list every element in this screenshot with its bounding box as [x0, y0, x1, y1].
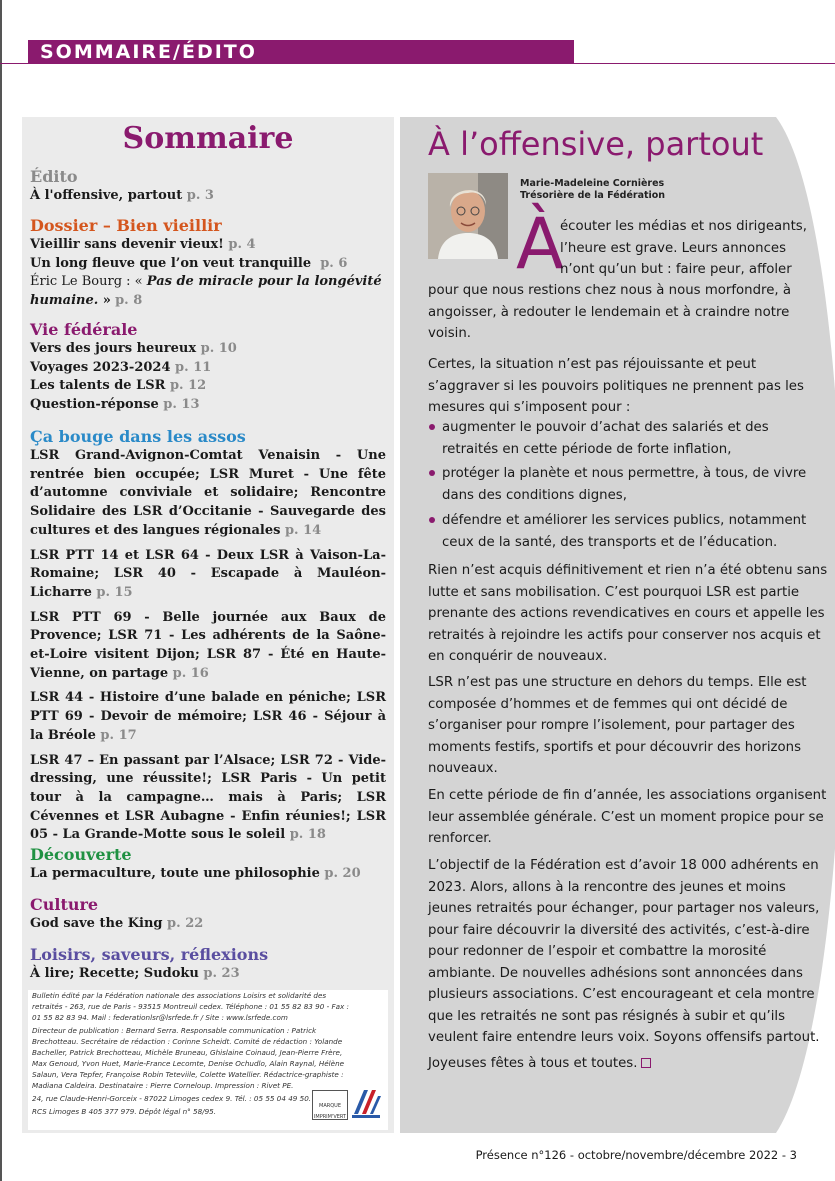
bullet-item	[428, 510, 828, 553]
page-left-rule	[0, 0, 2, 1181]
end-mark-icon	[641, 1058, 651, 1068]
toc-page-number: p. 16	[172, 665, 209, 681]
toc-page-number: p. 6	[320, 255, 348, 271]
toc-entry-text: LSR PTT 14 et LSR 64 - Deux LSR à Vaison-La-Romaine; LSR 40 - Escapade à Mauléon-Licharre	[30, 547, 386, 600]
bullet-text: protéger la planète et nous permettre, à tous, de vivre dans des conditions dignes,	[442, 466, 807, 503]
toc-page-number: p. 11	[175, 359, 212, 375]
toc-entry[interactable]	[30, 396, 386, 415]
toc-section-vie-federale	[30, 320, 386, 415]
toc-entry-text: Vers des jours heureux	[30, 341, 197, 356]
edito-closing	[428, 1053, 828, 1075]
toc-page-number: p. 3	[186, 188, 214, 203]
bullet-item	[428, 463, 828, 506]
closing-text: Joyeuses fêtes à tous et toutes.	[428, 1056, 638, 1071]
credits-paragraph: 24, rue Claude-Henri-Gorceix - 87022 Limoges cedex 9. Tél. : 05 55 04 49 50.	[32, 1094, 312, 1103]
toc-entry[interactable]	[30, 865, 386, 884]
toc-entry[interactable]	[30, 915, 386, 934]
intro-rest: pour que nous restions chez nous à nous morfondre, à angoisser, à redouter le lendemain et à craindre notre voisin.	[428, 283, 792, 341]
toc-section-edito	[30, 167, 386, 206]
paragraph-text: LSR n’est pas une structure en dehors du temps. Elle est composée d’hommes et de femmes qui ont décidé de s’organiser pour rompre l’isolement, pour partager des moments festifs, sportifs et pour découvrir des horizons nouveaux.	[428, 675, 807, 776]
section-header-title: SOMMAIRE/ÉDITO	[40, 41, 257, 63]
toc-entry-text: À l'offensive, partout	[30, 188, 183, 203]
toc-page-number: p. 4	[228, 237, 256, 252]
toc-entry[interactable]	[30, 447, 386, 541]
toc-entry[interactable]	[30, 689, 386, 745]
toc-section-loisirs	[30, 945, 386, 984]
credits-paragraph: Bulletin édité par la Fédération nationale des associations Loisirs et solidarité des retraités - 263, rue de Paris - 93515 Montreuil cedex. Téléphone : 01 55 82 83 90 - Fax : 01 55 82 83 94. Mail : federationlsr@lsrfede.fr / Site : www.lsrfede.com	[32, 991, 349, 1022]
edito-panel	[400, 117, 835, 1133]
toc-entry-text: LSR 47 – En passant par l’Alsace; LSR 72 - Vide-dressing, une réussite!; LSR Paris - Un petit tour à la campagne… mais à Paris; LSR Cévennes et LSR Aubagne - Enfin réunies!; LSR 05 - La Grande-Motte sous le soleil	[30, 752, 386, 843]
toc-entry[interactable]	[30, 236, 386, 255]
toc-entry[interactable]	[30, 609, 386, 684]
toc-section-title: Culture	[30, 895, 99, 914]
intro-line: n’ont qu’un but : faire peur, affoler	[560, 262, 792, 277]
bullet-item	[428, 417, 828, 460]
toc-entry[interactable]	[30, 752, 386, 846]
paragraph-text: Rien n’est acquis définitivement et rien n’a été obtenu sans lutte et sans mobilisation. C’est pourquoi LSR est partie prenante des actions revendicatives en cours et appelle les retraités à rejoindre les actifs pour conserver nos acquis et en conquérir de nouveaux.	[428, 563, 828, 664]
toc-entry-text: Les talents de LSR	[30, 378, 166, 394]
toc-page-number: p. 8	[115, 293, 143, 309]
toc-entry[interactable]	[30, 547, 386, 603]
intro-line: l’heure est grave. Leurs annonces	[560, 240, 787, 256]
toc-section-title: Dossier – Bien vieillir	[30, 216, 222, 235]
author-role: Trésorière de la Fédération	[520, 190, 666, 201]
toc-entry[interactable]	[30, 359, 386, 378]
toc-section-title: Découverte	[30, 845, 132, 864]
edito-paragraph-3	[428, 560, 828, 668]
edito-paragraph-4	[428, 672, 828, 780]
toc-entry-text: À lire; Recette; Sudoku	[30, 966, 199, 981]
intro-lines	[560, 216, 828, 281]
toc-entry[interactable]	[30, 187, 386, 206]
imprim-vert-logo-label: MARQUE IMPRIM'VERT	[313, 1103, 347, 1120]
toc-entry-text: God save the King	[30, 916, 163, 931]
toc-entry[interactable]	[30, 273, 386, 310]
toc-page-number: p. 10	[200, 341, 237, 356]
bullet-text: augmenter le pouvoir d’achat des salariés et des retraités en cette période de forte inflation,	[442, 420, 769, 457]
bullet-dot	[429, 424, 435, 430]
intro-line: écouter les médias et nos dirigeants,	[560, 219, 807, 234]
toc-section-ca-bouge	[30, 427, 386, 845]
toc-page-number: p. 18	[289, 827, 326, 843]
imprim-vert-logo	[312, 1090, 348, 1120]
page-footer: Présence n°126 - octobre/novembre/décembre 2022 - 3	[475, 1148, 797, 1162]
author-block	[520, 178, 665, 202]
toc-entry-quote: Pas de miracle pour la longévité humaine.	[30, 274, 382, 309]
edito-paragraph-6	[428, 855, 828, 1049]
paragraph-text: L’objectif de la Fédération est d’avoir 18 000 adhérents en 2023. Alors, allons à la rencontre des jeunes et moins jeunes retraités pour échanger, pour partager nos valeurs, pour faire découvrir la diversité des activités, c’est-à-dire pour redonner de l’espoir et combattre la morosité ambiante. De nouvelles adhésions sont annoncées dans plusieurs associations. C’est encourageant et cela montre que les retraités ne sont pas résignés à subir et qu’ils veulent faire entendre leurs voix. Soyons offensifs partout.	[428, 858, 820, 1045]
toc-entry-text: Vieillir sans devenir vieux!	[30, 237, 224, 252]
toc-section-decouverte	[30, 845, 386, 884]
toc-page-number: p. 17	[100, 727, 137, 743]
toc-entry-text: Éric Le Bourg : «	[30, 274, 147, 290]
toc-section-dossier	[30, 216, 386, 311]
header-underline	[0, 63, 835, 64]
edito-paragraph-2	[428, 354, 828, 419]
toc-entry-text: LSR 44 - Histoire d’une balade en péniche; LSR PTT 69 - Devoir de mémoire; LSR 46 - Séjour à la Bréole	[30, 690, 386, 743]
toc-section-title: Ça bouge dans les assos	[30, 427, 246, 446]
sommaire-panel	[22, 117, 394, 1133]
toc-page-number: p. 14	[284, 522, 322, 538]
toc-page-number: p. 13	[163, 397, 200, 413]
intro-paragraph	[428, 280, 828, 345]
bullet-dot	[429, 470, 435, 476]
toc-entry[interactable]	[30, 965, 386, 984]
toc-entry-text: LSR Grand-Avignon-Comtat Venaisin - Une rentrée bien occupée; LSR Muret - Une fête d’automne conviviale et solidaire; Rencontre Solidaire des LSR d’Occitanie - Sauvegarde des cultures et des langues régionales	[30, 448, 386, 538]
toc-entry-text: Question-réponse	[30, 397, 159, 413]
toc-entry[interactable]	[30, 340, 386, 359]
edito-title: À l’offensive, partout	[428, 125, 764, 163]
toc-entry-text: Un long fleuve que l’on veut tranquille	[30, 255, 312, 271]
toc-page-number: p. 23	[203, 966, 240, 981]
bullet-text: défendre et améliorer les services publics, notamment ceux de la santé, des transports et de l’éducation.	[442, 513, 807, 550]
credits-paragraph: RCS Limoges B 405 377 979. Dépôt légal n° 58/95.	[32, 1107, 217, 1116]
toc-page-number: p. 20	[324, 866, 361, 881]
credits-paragraph: Directeur de publication : Bernard Serra. Responsable communication : Patrick Brechotteau. Secrétaire de rédaction : Corinne Scheidt. Comité de rédaction : Yolande Bacheller, Patrick Brechotteau, Michèle Bruneau, Ghislaine Coinaud, Jean-Pierre Frère, Max Genoud, Yvon Huet, Marie-France Lecomte, Denise Ochudlo, Alain Raynal, Hélène Salaun, Vera Tepfer, Françoise Robin Teteviile, Colette Watellier. Rédactrice-graphiste : Madiana Caldeira. Destinataire : Pierre Corneloup. Impression : Rivet PE.	[32, 1026, 345, 1090]
lsr-logo	[350, 1086, 382, 1120]
bullet-dot	[429, 517, 435, 523]
paragraph-text: En cette période de fin d’année, les associations organisent leur assemblée générale. C’est un moment propice pour se renforcer.	[428, 788, 827, 846]
toc-entry-text: La permaculture, toute une philosophie	[30, 866, 320, 881]
toc-section-culture	[30, 895, 386, 934]
toc-section-title: Loisirs, saveurs, réflexions	[30, 945, 269, 964]
toc-page-number: p. 15	[96, 584, 133, 600]
paragraph-text: Certes, la situation n’est pas réjouissante et peut s’aggraver si les pouvoirs politiques ne prennent pas les mesures qui s’imposent pour :	[428, 357, 804, 415]
sommaire-title: Sommaire	[122, 121, 294, 156]
toc-entry-text: LSR PTT 69 - Belle journée aux Baux de Provence; LSR 71 - Les adhérents de la Saône-et-Loire visitent Dijon; LSR 87 - Été en Haute-Vienne, on partage	[30, 609, 386, 681]
dropcap-letter: À	[516, 203, 564, 285]
toc-section-title: Vie fédérale	[30, 320, 138, 339]
toc-entry[interactable]	[30, 255, 386, 274]
toc-page-number: p. 22	[167, 916, 204, 931]
toc-page-number: p. 12	[169, 378, 207, 394]
toc-section-title: Édito	[30, 167, 78, 186]
author-name: Marie-Madeleine Cornières	[520, 178, 665, 189]
toc-entry-text: Voyages 2023-2024	[30, 359, 171, 375]
toc-entry[interactable]	[30, 377, 386, 396]
toc-entry-text-end: »	[98, 293, 111, 309]
publication-credits	[28, 990, 388, 1130]
edito-paragraph-5	[428, 785, 828, 850]
author-photo	[428, 173, 508, 259]
